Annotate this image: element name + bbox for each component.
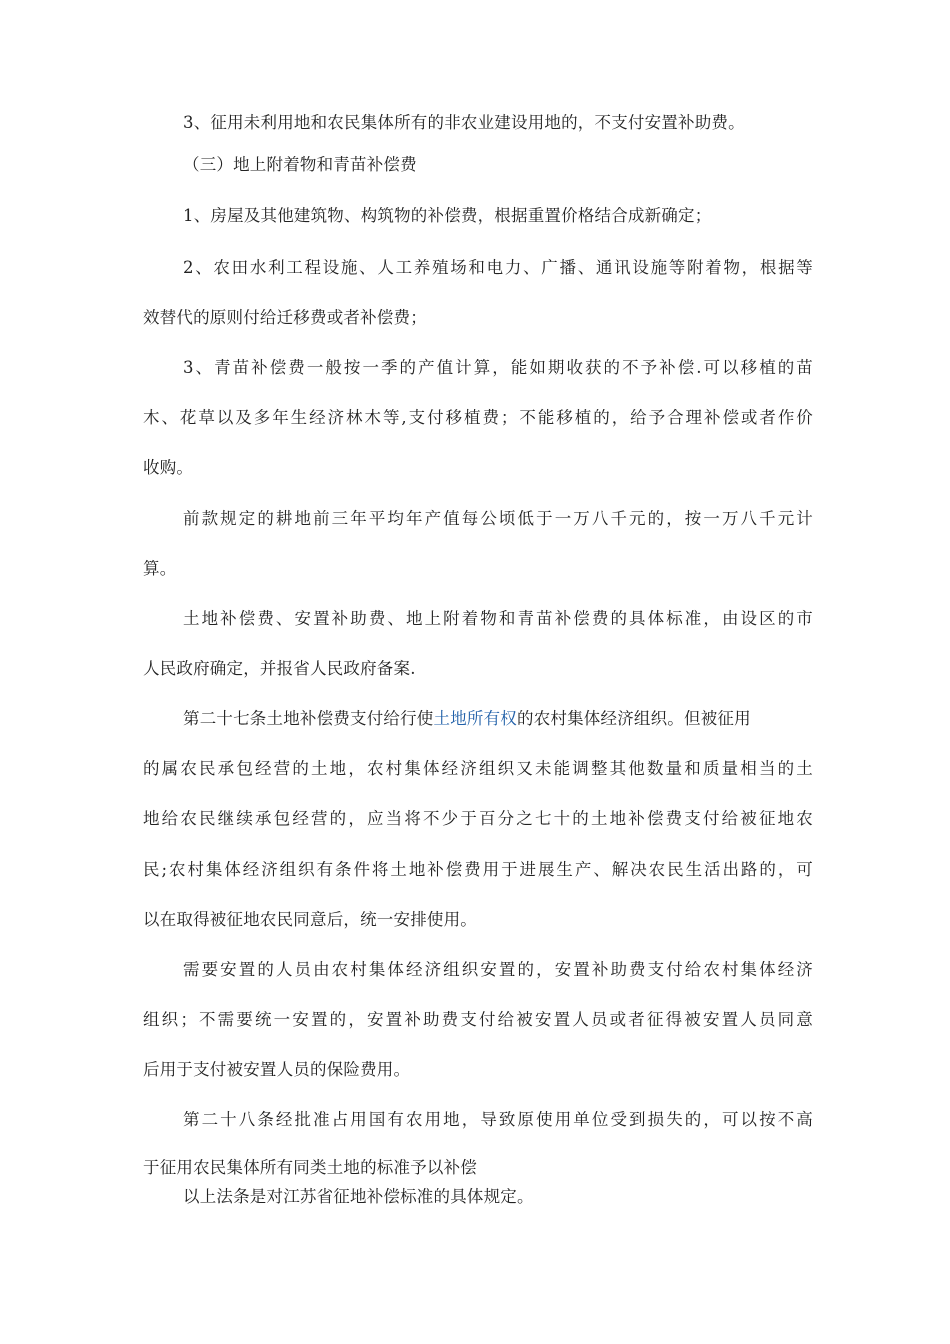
text-line: 效替代的原则付给迁移费或者补偿费； [143,308,427,327]
text-line: 民;农村集体经济组织有条件将土地补偿费用于进展生产、解决农民生活出路的，可 [143,860,813,879]
text-line: 后用于支付被安置人员的保险费用。 [143,1060,411,1079]
section-heading: （三）地上附着物和青苗补偿费 [183,155,417,174]
text-line: 3、征用未利用地和农民集体所有的非农业建设用地的，不支付安置补助费。 [183,113,745,132]
text-line: 木、花草以及多年生经济林木等,支付移植费；不能移植的，给予合理补偿或者作价 [143,408,813,427]
text-segment: 第二十七条土地补偿费支付给行使 [183,709,434,728]
text-line-with-link [183,707,813,731]
land-ownership-link[interactable]: 土地所有权 [433,709,517,728]
text-line: 3、青苗补偿费一般按一季的产值计算，能如期收获的不予补偿.可以移植的苗 [183,358,813,377]
text-line: 组织；不需要统一安置的，安置补助费支付给被安置人员或者征得被安置人员同意 [143,1010,813,1029]
text-line: 人民政府确定，并报省人民政府备案. [143,659,416,678]
text-line: 2、农田水利工程设施、人工养殖场和电力、广播、通讯设施等附着物，根据等 [183,258,813,277]
text-line: 的属农民承包经营的土地，农村集体经济组织又未能调整其他数量和质量相当的土 [143,759,813,778]
text-segment: 的农村集体经济组织。但被征用 [517,709,751,728]
text-line: 以上法条是对江苏省征地补偿标准的具体规定。 [183,1187,534,1206]
text-line: 于征用农民集体所有同类土地的标准予以补偿 [143,1158,477,1177]
text-line: 第二十八条经批准占用国有农用地，导致原使用单位受到损失的，可以按不高 [183,1110,813,1129]
text-line: 前款规定的耕地前三年平均年产值每公顷低于一万八千元的，按一万八千元计 [183,509,813,528]
text-line: 算。 [143,559,177,578]
text-line: 需要安置的人员由农村集体经济组织安置的，安置补助费支付给农村集体经济 [183,960,813,979]
text-line: 收购。 [143,458,194,477]
text-line: 土地补偿费、安置补助费、地上附着物和青苗补偿费的具体标准，由设区的市 [183,609,813,628]
text-line: 1、房屋及其他建筑物、构筑物的补偿费，根据重置价格结合成新确定； [183,206,712,225]
text-line: 地给农民继续承包经营的，应当将不少于百分之七十的土地补偿费支付给被征地农 [143,809,813,828]
text-line: 以在取得被征地农民同意后，统一安排使用。 [143,910,477,929]
